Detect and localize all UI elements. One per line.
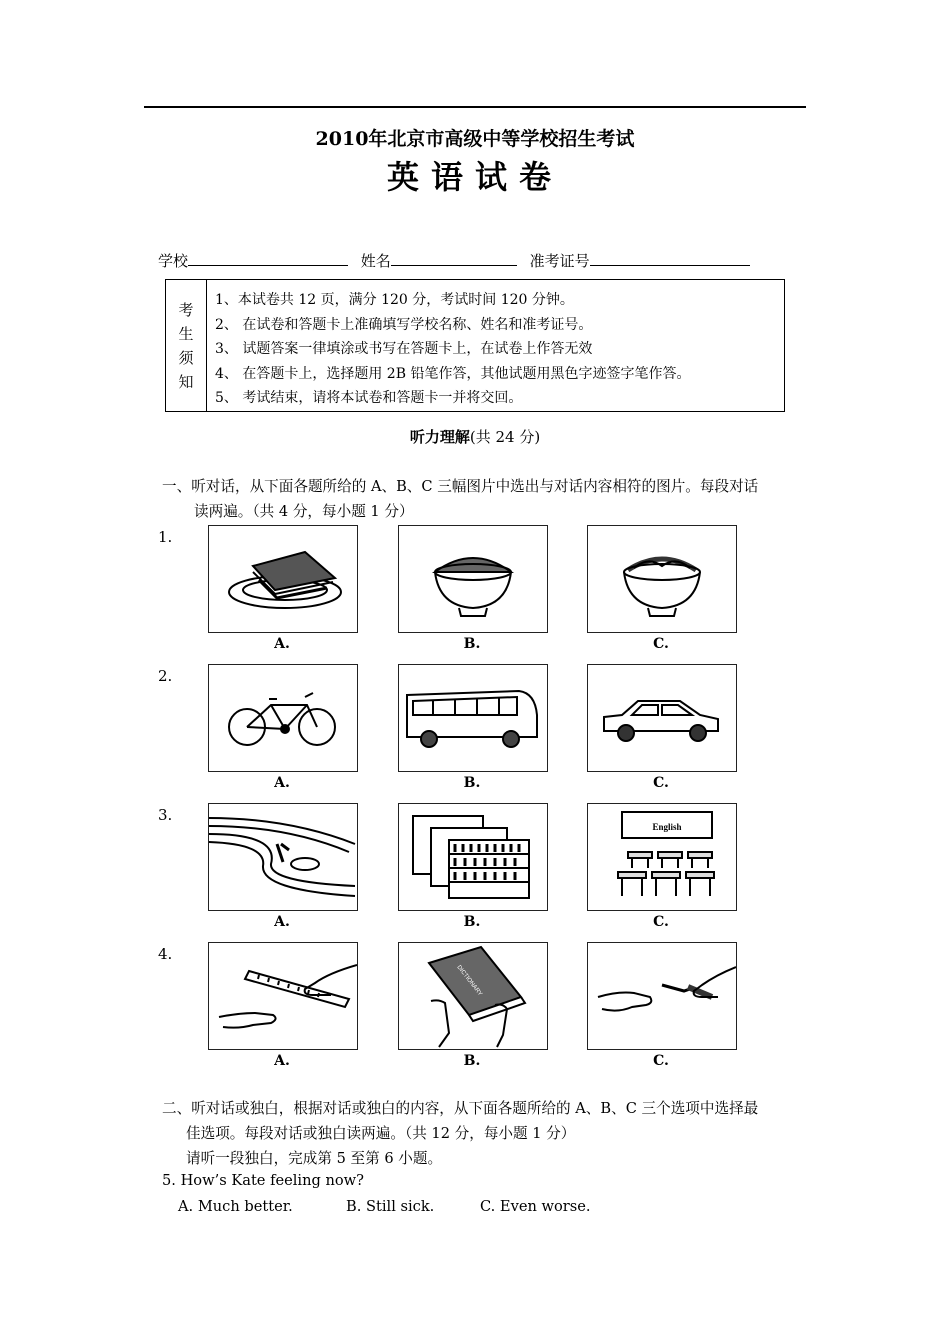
option-letter: C. bbox=[653, 636, 669, 652]
blackboard-sign-text: English bbox=[652, 822, 682, 832]
name-blank[interactable] bbox=[391, 251, 517, 266]
question-5: 5. How’s Kate feeling now? bbox=[162, 1172, 364, 1189]
option-letter: A. bbox=[274, 914, 290, 930]
part2-line2: 佳选项。每段对话或独白读两遍。（共 12 分，每小题 1 分） bbox=[186, 1125, 576, 1142]
option-letter: B. bbox=[463, 914, 481, 930]
notice-label-char: 考 bbox=[178, 300, 194, 319]
candidate-info-row bbox=[158, 250, 758, 271]
part1-line2: 读两遍。（共 4 分，每小题 1 分） bbox=[194, 503, 414, 520]
hands-dictionary-icon bbox=[399, 943, 547, 1049]
question-number: 1. bbox=[158, 528, 173, 546]
notice-item: 2、 在试卷和答题卡上准确填写学校名称、姓名和准考证号。 bbox=[215, 316, 593, 333]
notice-label-char: 知 bbox=[178, 372, 194, 391]
option-picture-bicycle[interactable] bbox=[208, 664, 358, 772]
option-picture-dictionary[interactable] bbox=[398, 942, 548, 1050]
option-letter: B. bbox=[463, 636, 481, 652]
top-rule bbox=[144, 106, 806, 108]
rice-bowl-icon bbox=[399, 526, 547, 632]
option-letter: B. bbox=[463, 1053, 481, 1069]
answer-option[interactable]: B. Still sick. bbox=[346, 1198, 435, 1215]
classroom-icon bbox=[588, 804, 736, 910]
part2-line3: 请听一段独白，完成第 5 至第 6 小题。 bbox=[186, 1150, 443, 1167]
option-letter: B. bbox=[463, 775, 481, 791]
option-letter: A. bbox=[274, 636, 290, 652]
option-picture-knife[interactable] bbox=[587, 942, 737, 1050]
notice-item: 1、本试卷共 12 页，满分 120 分，考试时间 120 分钟。 bbox=[215, 292, 574, 308]
option-letter: A. bbox=[274, 1053, 290, 1069]
name-label: 姓名 bbox=[360, 252, 391, 270]
option-picture-bus[interactable] bbox=[398, 664, 548, 772]
notice-item: 3、 试题答案一律填涂或书写在答题卡上，在试卷上作答无效 bbox=[215, 341, 593, 358]
notice-list bbox=[207, 280, 690, 411]
car-icon bbox=[588, 665, 736, 771]
question-number: 4. bbox=[158, 945, 173, 963]
notice-label-char: 生 bbox=[178, 324, 194, 343]
bookshelf-icon bbox=[399, 804, 547, 910]
section-heading bbox=[0, 426, 950, 447]
part1-line1: 一、听对话，从下面各题所给的 A、B、C 三幅图片中选出与对话内容相符的图片。每段对话 bbox=[162, 478, 759, 495]
school-blank[interactable] bbox=[188, 251, 348, 266]
subject-title: 英语试卷 bbox=[386, 158, 563, 196]
id-label: 准考证号 bbox=[529, 252, 590, 270]
exam-title: 2010年北京市高级中等学校招生考试 bbox=[315, 128, 635, 150]
answer-option[interactable]: C. Even worse. bbox=[480, 1198, 591, 1215]
question-number: 2. bbox=[158, 667, 173, 685]
option-letter: C. bbox=[653, 775, 669, 791]
notice-label-char: 须 bbox=[178, 348, 194, 367]
option-picture-rice[interactable] bbox=[398, 525, 548, 633]
id-blank[interactable] bbox=[590, 251, 750, 266]
option-picture-ruler[interactable] bbox=[208, 942, 358, 1050]
part2-instructions bbox=[162, 1096, 812, 1171]
book-title-text: DICTIONARY bbox=[455, 964, 483, 998]
question-number: 3. bbox=[158, 806, 173, 824]
running-track-icon bbox=[209, 804, 357, 910]
option-letter: C. bbox=[653, 914, 669, 930]
bus-icon bbox=[399, 665, 547, 771]
section-points: (共 24 分) bbox=[469, 428, 541, 446]
school-label: 学校 bbox=[158, 252, 189, 270]
hands-ruler-icon bbox=[209, 943, 357, 1049]
part1-instructions bbox=[162, 474, 812, 524]
notice-item: 5、 考试结束，请将本试卷和答题卡一并将交回。 bbox=[215, 390, 523, 407]
option-letter: A. bbox=[274, 775, 290, 791]
bicycle-icon bbox=[209, 665, 357, 771]
option-picture-noodles[interactable] bbox=[587, 525, 737, 633]
notice-label bbox=[166, 280, 207, 411]
option-picture-track[interactable] bbox=[208, 803, 358, 911]
candidate-notice-box bbox=[165, 279, 785, 412]
notice-item: 4、 在答题卡上，选择题用 2B 铅笔作答，其他试题用黑色字迹签字笔作答。 bbox=[215, 365, 691, 382]
option-picture-classroom[interactable] bbox=[587, 803, 737, 911]
noodle-bowl-icon bbox=[588, 526, 736, 632]
option-picture-sandwich[interactable] bbox=[208, 525, 358, 633]
option-picture-car[interactable] bbox=[587, 664, 737, 772]
sandwich-plate-icon bbox=[209, 526, 357, 632]
hands-knife-icon bbox=[588, 943, 736, 1049]
answer-option[interactable]: A. Much better. bbox=[178, 1198, 293, 1215]
question-5-options bbox=[178, 1198, 591, 1215]
part2-line1: 二、听对话或独白，根据对话或独白的内容，从下面各题所给的 A、B、C 三个选项中选择最 bbox=[162, 1100, 759, 1117]
section-title: 听力理解 bbox=[409, 428, 470, 446]
option-letter: C. bbox=[653, 1053, 669, 1069]
option-picture-library[interactable] bbox=[398, 803, 548, 911]
